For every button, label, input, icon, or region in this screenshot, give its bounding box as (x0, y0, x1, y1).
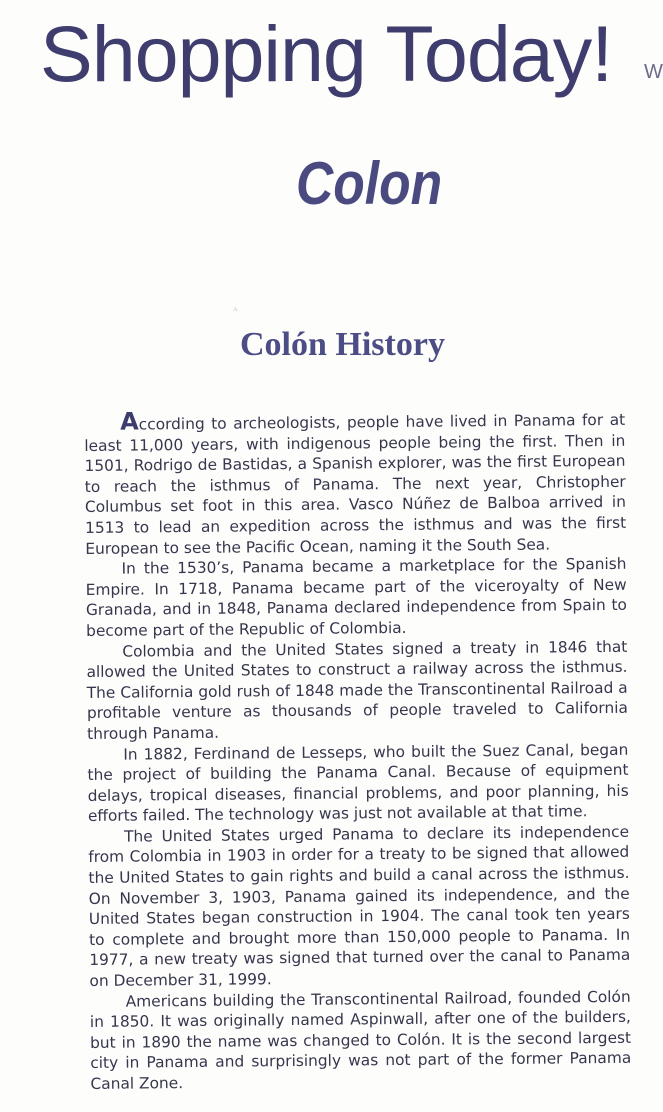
paragraph-text: ccording to archeologists, people have lived in Panama for at least 11,000 years, with indigenous people being the first. Then in 1501, Rodrigo de Bastidas, a Spanish explorer, was the first European to reach the isthmus of Panama. The next year, Christopher Columbus set foot in this area. Vasco Núñez de Balboa arrived in 1513 to lead an expedition across the isthmus and was the first European to see the Pacific Ocean, naming it the South Sea. (84, 410, 627, 558)
article-body (84, 405, 632, 1095)
article-paragraph (84, 405, 626, 559)
city-title: Colon (296, 150, 443, 217)
article-paragraph: The United States urged Panama to declare its independence from Colombia in 1903 in order for a treaty to be signed that allowed the United States to gain rights and build a canal across the isthmus. On November 3, 1903, Panama gained its independence, and the United States began construction in 1904. The canal took ten years to complete and brought more than 150,000 people to Panama. In 1977, a new treaty was signed that turned over the canal to Panama on December 31, 1999. (88, 822, 631, 991)
article-paragraph: In the 1530’s, Panama became a marketplace for the Spanish Empire. In 1718, Panama became part of the viceroyalty of New Granada, and in 1848, Panama declared independence from Spain to become part of the Republic of Colombia. (85, 554, 627, 640)
page-title: Shopping Today! (40, 9, 613, 98)
article-paragraph: In 1882, Ferdinand de Lesseps, who built the Suez Canal, began the project of building the Panama Canal. Because of equipment delays, tropical diseases, financial problems, and poor planning, his efforts failed. The technology was just not available at that time. (87, 740, 629, 826)
drop-cap: A (119, 407, 139, 436)
scan-speck: ᴬ (233, 305, 238, 317)
section-heading: Colón History (240, 326, 445, 363)
article-paragraph: Colombia and the United States signed a treaty in 1846 that allowed the United States to construct a railway across the isthmus. The California gold rush of 1848 made the Transcontinental Railroad a profitable venture as thousands of people traveled to California through Panama. (86, 637, 628, 743)
cropped-edge-letter: W (644, 61, 663, 83)
article-paragraph: Americans building the Transcontinental Railroad, founded Colón in 1850. It was originally named Aspinwall, after one of the builders, but in 1890 the name was changed to Colón. It is the second largest city in Panama and surprisingly was not part of the former Panama Canal Zone. (89, 987, 632, 1093)
